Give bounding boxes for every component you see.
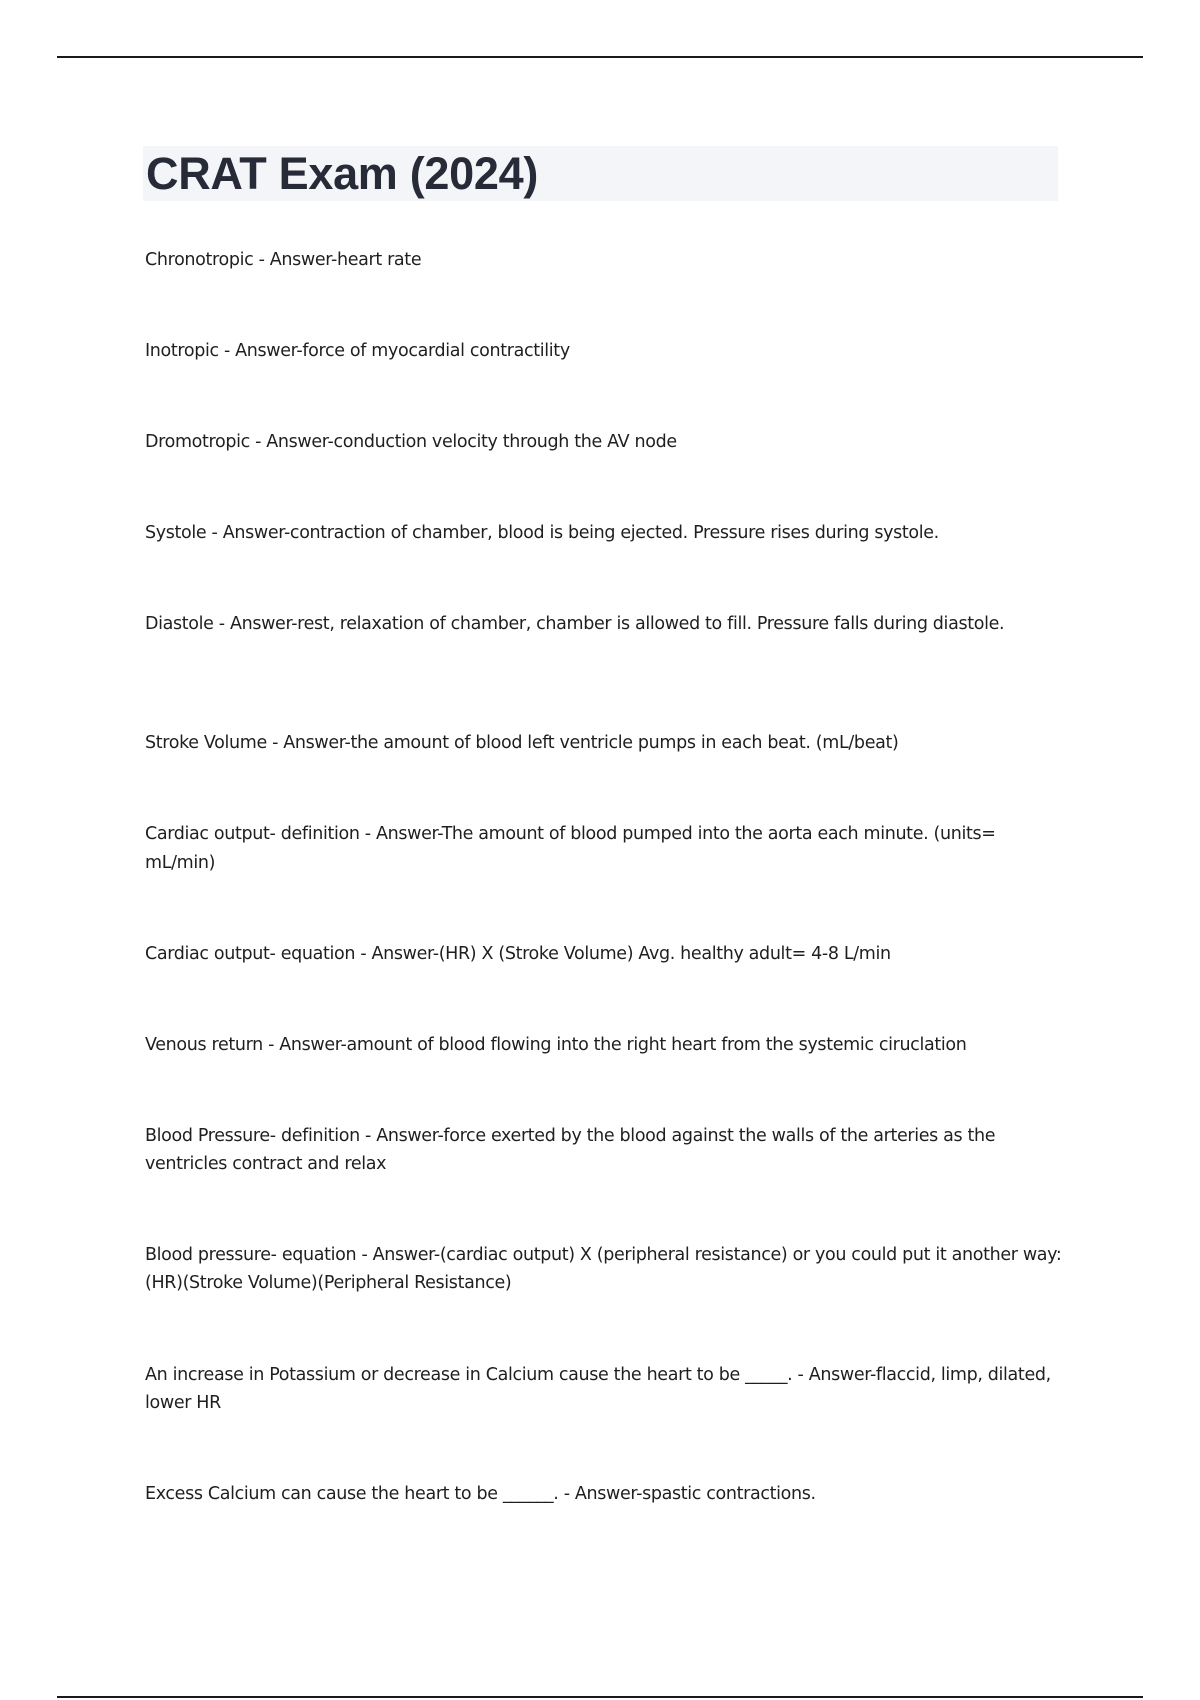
qa-entry-inotropic: Inotropic - Answer-force of myocardial contractility	[145, 341, 570, 361]
qa-entry-systole: Systole - Answer-contraction of chamber, blood is being ejected. Pressure rises during systole.	[145, 523, 939, 543]
qa-entry-venous-return: Venous return - Answer-amount of blood flowing into the right heart from the systemic ciruclation	[145, 1035, 967, 1055]
title-banner	[143, 146, 1058, 201]
qa-entry-dromotropic: Dromotropic - Answer-conduction velocity through the AV node	[145, 432, 677, 452]
qa-entry-blood-pressure-definition: Blood Pressure- definition - Answer-force exerted by the blood against the walls of the arteries as the ventricles contract and relax	[145, 1126, 996, 1174]
qa-entry-chronotropic: Chronotropic - Answer-heart rate	[145, 250, 422, 270]
bottom-rule	[57, 1696, 1143, 1698]
qa-entry-potassium-calcium: An increase in Potassium or decrease in Calcium cause the heart to be _____. - Answer-flaccid, limp, dilated, lower HR	[145, 1365, 1051, 1413]
top-rule	[57, 56, 1143, 58]
qa-entry-stroke-volume: Stroke Volume - Answer-the amount of blood left ventricle pumps in each beat. (mL/beat)	[145, 733, 899, 753]
qa-entry-cardiac-output-definition: Cardiac output- definition - Answer-The amount of blood pumped into the aorta each minute. (units= mL/min)	[145, 824, 996, 873]
page-title: CRAT Exam (2024)	[146, 148, 539, 199]
qa-entry-blood-pressure-equation: Blood pressure- equation - Answer-(cardiac output) X (peripheral resistance) or you could put it another way: (HR)(Stroke Volume)(Peripheral Resistance)	[145, 1245, 1062, 1293]
qa-entry-excess-calcium: Excess Calcium can cause the heart to be ______. - Answer-spastic contractions.	[145, 1484, 816, 1504]
qa-entry-cardiac-output-equation: Cardiac output- equation - Answer-(HR) X (Stroke Volume) Avg. healthy adult= 4-8 L/min	[145, 944, 891, 964]
qa-entry-diastole: Diastole - Answer-rest, relaxation of chamber, chamber is allowed to fill. Pressure falls during diastole.	[145, 614, 1005, 634]
